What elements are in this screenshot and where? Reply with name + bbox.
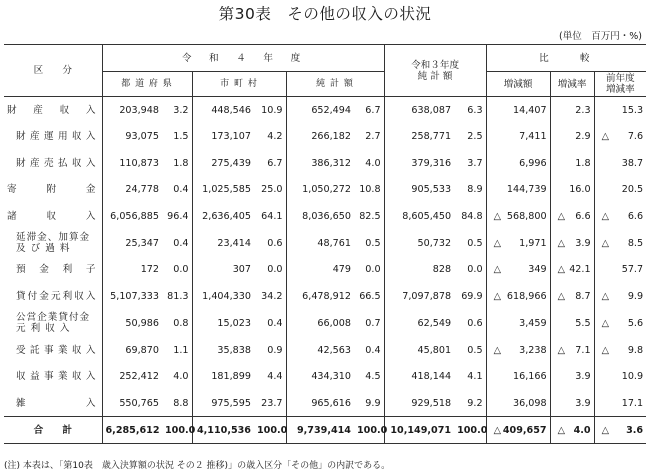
cell-prev_pct: 8.9 [467,184,483,196]
cell-muni: 1,025,585 [192,177,254,204]
header-comparison: 比 較 [486,45,646,72]
table-row [4,283,646,310]
negative-mark: △ [493,291,501,303]
cell-muni_pct: 0.0 [267,264,283,276]
cell-net_pct: 4.0 [365,157,381,169]
cell-pref: 24,778 [125,184,159,196]
header-net-total: 純 計 額 [286,72,384,97]
cell-pref_pct: 4.0 [173,371,189,383]
cell-prev: 929,518 [384,390,454,417]
cell-net_pct: 0.5 [365,237,381,249]
cell-prate: 17.1 [594,390,646,417]
row-label: 寄附金 [4,177,102,204]
cell-net_pct: 6.7 [365,104,381,116]
row-label: 雑入 [4,390,102,417]
cell-muni: 35,838 [192,337,254,364]
cell-rate: △ 3.9 [550,230,594,257]
table-row [4,177,646,204]
cell-diff: 14,407 [486,97,550,124]
table-row [4,257,646,284]
cell-pref_pct: 0.4 [173,237,189,249]
cell-rate: 5.5 [550,310,594,337]
cell-muni: 15,023 [192,310,254,337]
cell-prev_pct: 0.5 [467,237,483,249]
cell-diff: 3,459 [486,310,550,337]
cell-prev_pct: 9.2 [467,397,483,409]
table-row [4,123,646,150]
cell-rate: △ 8.7 [550,283,594,310]
cell-pref: 69,870 [125,344,159,356]
header-category: 区 分 [4,45,102,97]
cell-diff: △ 1,971 [486,230,550,257]
cell-pref_pct: 1.8 [173,157,189,169]
cell-prev: 7,097,878 [384,283,454,310]
income-table [4,44,646,444]
cell-net_pct: 66.5 [359,291,381,303]
cell-pref_pct: 0.8 [173,317,189,329]
cell-rate: △ 42.1 [550,257,594,284]
cell-net_pct: 9.9 [365,397,381,409]
cell-pref_pct: 81.3 [167,291,189,303]
cell-pref: 172 [140,264,159,276]
header-reiwa3: 令和３年度 純 計 額 [384,45,486,97]
cell-net: 42,563 [286,337,354,364]
cell-muni: 23,414 [192,230,254,257]
negative-mark: △ [557,344,565,356]
cell-muni: 1,404,330 [192,283,254,310]
cell-prev_pct: 6.3 [467,104,483,116]
cell-prev: 45,801 [384,337,454,364]
table-row [4,363,646,390]
unit-label: (単位 百万円・%) [559,31,642,42]
cell-muni_pct: 100.0 [254,417,286,444]
cell-muni: 275,439 [192,150,254,177]
negative-mark: △ [601,317,609,329]
row-label: 収益事業収入 [4,363,102,390]
cell-muni_pct: 4.2 [267,131,283,143]
cell-net_pct: 4.5 [365,371,381,383]
cell-pref: 6,056,885 [110,211,159,223]
header-municipalities: 市 町 村 [192,72,286,97]
cell-prev_pct: 100.0 [454,417,486,444]
negative-mark: △ [601,424,609,436]
cell-prev_pct: 0.6 [467,317,483,329]
page-title: 第30表 その他の収入の状況 [218,5,432,23]
cell-net: 1,050,272 [286,177,354,204]
cell-muni_pct: 6.7 [267,157,283,169]
cell-rate: 2.9 [550,123,594,150]
header-prev-change-rate: 前年度 増減率 [594,72,646,97]
negative-mark: △ [601,131,609,143]
cell-prev: 62,549 [384,310,454,337]
cell-prev: 418,144 [384,363,454,390]
cell-muni_pct: 23.7 [261,397,283,409]
cell-diff: 144,739 [486,177,550,204]
cell-muni: 448,546 [192,97,254,124]
cell-net_pct: 0.4 [365,344,381,356]
cell-diff: 6,996 [486,150,550,177]
table-row [4,150,646,177]
cell-prev_pct: 69.9 [461,291,483,303]
cell-diff: 36,098 [486,390,550,417]
cell-pref_pct: 0.4 [173,184,189,196]
cell-net_pct: 82.5 [359,211,381,223]
cell-muni: 307 [192,257,254,284]
table-row [4,97,646,124]
table-row [4,203,646,230]
cell-prev_pct: 84.8 [461,211,483,223]
cell-net: 652,494 [286,97,354,124]
row-label: 財産収入 [4,97,102,124]
cell-net: 8,036,650 [286,203,354,230]
cell-prev_pct: 3.7 [467,157,483,169]
cell-pref: 203,948 [119,104,159,116]
negative-mark: △ [601,237,609,249]
cell-net: 386,312 [286,150,354,177]
table-row [4,390,646,417]
cell-prev_pct: 0.5 [467,344,483,356]
header-reiwa4: 令 和 ４ 年 度 [102,45,384,72]
negative-mark: △ [493,344,501,356]
cell-prev: 10,149,071 [384,417,454,444]
cell-pref: 93,075 [125,131,159,143]
cell-diff: △ 568,800 [486,203,550,230]
cell-net: 66,008 [286,310,354,337]
cell-net: 965,616 [286,390,354,417]
cell-net: 6,478,912 [286,283,354,310]
cell-muni: 181,899 [192,363,254,390]
cell-muni: 2,636,405 [192,203,254,230]
cell-pref_pct: 1.1 [173,344,189,356]
negative-mark: △ [493,211,501,223]
cell-rate: △ 7.1 [550,337,594,364]
cell-rate: 3.9 [550,363,594,390]
cell-pref_pct: 0.0 [173,264,189,276]
cell-prev: 828 [384,257,454,284]
cell-prev: 258,771 [384,123,454,150]
table-row [4,230,646,257]
cell-pref: 252,412 [119,371,159,383]
cell-pref_pct: 96.4 [167,211,189,223]
cell-prate: 57.7 [594,257,646,284]
cell-net_pct: 0.7 [365,317,381,329]
negative-mark: △ [601,211,609,223]
cell-muni_pct: 25.0 [261,184,283,196]
cell-pref_pct: 1.5 [173,131,189,143]
cell-prev: 638,087 [384,97,454,124]
cell-prate: △ 3.6 [594,417,646,444]
cell-net: 9,739,414 [286,417,354,444]
cell-rate: 3.9 [550,390,594,417]
header-prefectures: 都 道 府 県 [102,72,192,97]
cell-prate: △ 8.5 [594,230,646,257]
header-change-amount: 増減額 [486,72,550,97]
cell-muni: 975,595 [192,390,254,417]
cell-prate: △ 5.6 [594,310,646,337]
cell-prev: 905,533 [384,177,454,204]
row-label: 財産売払収入 [4,150,102,177]
cell-muni_pct: 64.1 [261,211,283,223]
cell-pref: 25,347 [125,237,159,249]
cell-net: 434,310 [286,363,354,390]
cell-diff: 16,166 [486,363,550,390]
negative-mark: △ [557,237,565,249]
cell-prate: 38.7 [594,150,646,177]
cell-diff: △ 409,657 [486,417,550,444]
row-label: 貸付金元利収入 [4,283,102,310]
cell-prate: 20.5 [594,177,646,204]
cell-diff: △ 618,966 [486,283,550,310]
cell-pref_pct: 8.8 [173,397,189,409]
cell-prate: △ 9.9 [594,283,646,310]
cell-prev_pct: 4.1 [467,371,483,383]
row-label: 預金利子 [4,257,102,284]
cell-diff: △ 3,238 [486,337,550,364]
cell-pref_pct: 3.2 [173,104,189,116]
table-row [4,337,646,364]
cell-net_pct: 100.0 [354,417,384,444]
cell-prate: 15.3 [594,97,646,124]
cell-rate: 16.0 [550,177,594,204]
cell-pref: 6,285,612 [102,417,162,444]
cell-muni_pct: 0.9 [267,344,283,356]
negative-mark: △ [557,211,565,223]
negative-mark: △ [493,424,501,436]
negative-mark: △ [601,291,609,303]
cell-muni: 4,110,536 [192,417,254,444]
cell-diff: 7,411 [486,123,550,150]
cell-pref: 550,765 [119,397,159,409]
negative-mark: △ [493,237,501,249]
cell-rate: △ 6.6 [550,203,594,230]
cell-prev_pct: 0.0 [467,264,483,276]
negative-mark: △ [557,264,565,276]
cell-net: 266,182 [286,123,354,150]
negative-mark: △ [493,264,501,276]
row-label: 延滞金、加算金 及 び 過 料 [4,230,102,257]
cell-prev: 379,316 [384,150,454,177]
cell-rate: 1.8 [550,150,594,177]
cell-prev: 50,732 [384,230,454,257]
negative-mark: △ [601,344,609,356]
table-row [4,310,646,337]
total-row [4,417,646,444]
cell-prate: △ 9.8 [594,337,646,364]
cell-muni_pct: 4.4 [267,371,283,383]
cell-net_pct: 10.8 [359,184,381,196]
cell-rate: 2.3 [550,97,594,124]
row-label: 諸収入 [4,203,102,230]
cell-net: 479 [286,257,354,284]
cell-pref: 50,986 [125,317,159,329]
cell-prate: △ 7.6 [594,123,646,150]
row-label: 受託事業収入 [4,337,102,364]
cell-muni_pct: 10.9 [261,104,283,116]
cell-muni_pct: 0.4 [267,317,283,329]
cell-pref: 110,873 [119,157,159,169]
cell-net_pct: 0.0 [365,264,381,276]
cell-pref: 5,107,333 [110,291,159,303]
header-change-rate: 増減率 [550,72,594,97]
cell-muni_pct: 0.6 [267,237,283,249]
row-label: 公営企業貸付金 元 利 収 入 [4,310,102,337]
cell-net: 48,761 [286,230,354,257]
row-label: 合 計 [4,417,102,444]
cell-prate: 10.9 [594,363,646,390]
cell-diff: △ 349 [486,257,550,284]
cell-net_pct: 2.7 [365,131,381,143]
cell-prate: △ 6.6 [594,203,646,230]
cell-muni: 173,107 [192,123,254,150]
cell-muni_pct: 34.2 [261,291,283,303]
row-label: 財産運用収入 [4,123,102,150]
negative-mark: △ [557,424,565,436]
footnote: (注) 本表は、「第10表 歳入決算額の状況 その２ 推移)」の歳入区分「その他」の内訳である。 [4,461,391,471]
cell-pref_pct: 100.0 [162,417,192,444]
cell-rate: △ 4.0 [550,417,594,444]
cell-prev: 8,605,450 [384,203,454,230]
cell-prev_pct: 2.5 [467,131,483,143]
negative-mark: △ [557,291,565,303]
